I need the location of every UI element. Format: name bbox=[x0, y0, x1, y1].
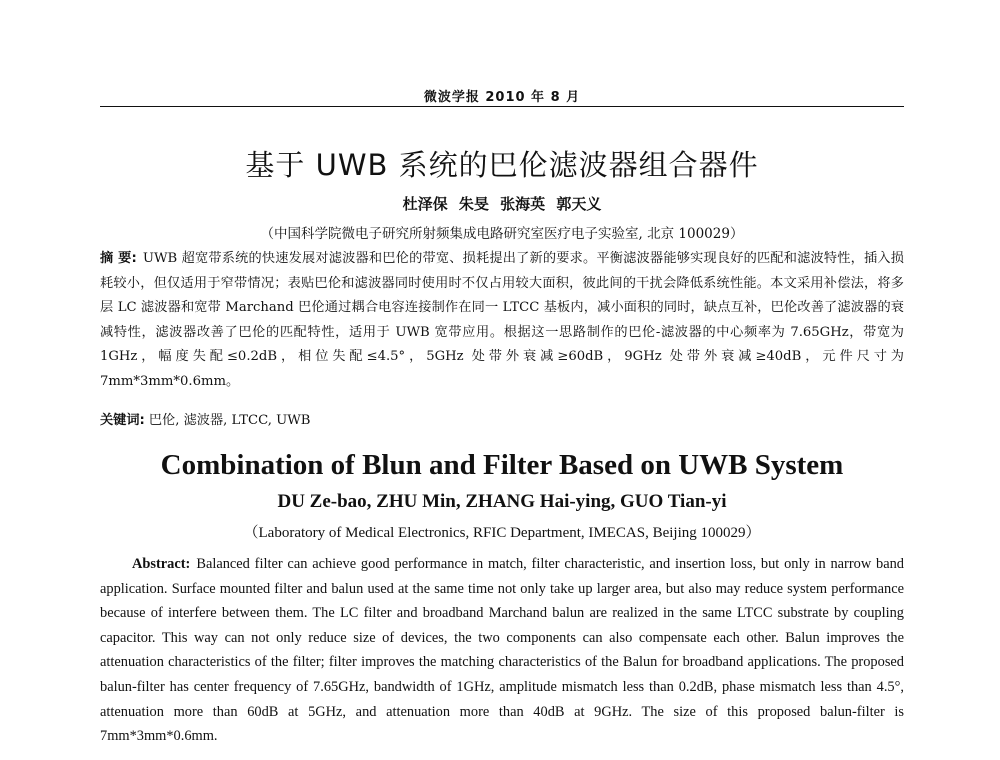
cn-abstract-label: 摘 要: bbox=[100, 251, 137, 266]
header-rule bbox=[100, 106, 904, 107]
en-abstract-label: Abstract: bbox=[132, 556, 191, 572]
en-authors: DU Ze-bao, ZHU Min, ZHANG Hai-ying, GUO Tian-yi bbox=[277, 491, 727, 512]
en-abstract bbox=[100, 552, 904, 749]
cn-abstract-text: UWB 超宽带系统的快速发展对滤波器和巴伦的带宽、损耗提出了新的要求。平衡滤波器能够实现良好的匹配和滤波特性，插入损耗较小，但仅适用于窄带情况；表贴巴伦和滤波器同时使用时不仅占用较大面积，彼此间的干扰会降低系统性能。本文采用补偿法，将多层 LC 滤波器和宽带 Marchand 巴伦通过耦合电容连接制作在同一 LTCC 基板内，减小面积的同时，缺点互补，巴伦改善了滤波器的衰减特性，滤波器改善了巴伦的匹配特性，适用于 UWB 宽带应用。根据这一思路制作的巴伦-滤波器的中心频率为 7.65GHz，带宽为 1GHz，幅度失配≤0.2dB，相位失配≤4.5°，5GHz 处带外衰减≥60dB，9GHz 处带外衰减≥40dB，元件尺寸为 7mm*3mm*0.6mm。 bbox=[100, 251, 904, 389]
en-title: Combination of Blun and Filter Based on UWB System bbox=[160, 449, 844, 481]
en-affiliation: （Laboratory of Medical Electronics, RFIC Department, IMECAS, Beijing 100029） bbox=[243, 525, 761, 541]
journal-header: 微波学报 2010 年 8 月 bbox=[423, 90, 581, 105]
cn-authors: 杜泽保 朱旻 张海英 郭天义 bbox=[402, 195, 602, 213]
cn-keywords-label: 关键词: bbox=[100, 413, 145, 428]
en-abstract-text: Balanced filter can achieve good performance in match, filter characteristic, and insertion loss, but only in narrow band application. Surface mounted filter and balun used at the same time not only take up larger area, but also may reduce system performance because of interfere between them. The LC filter and broadband Marchand balun are realized in the same LTCC substrate by coupling capacitor. This way can not only reduce size of devices, the two components can also compensate each other. Balun improves the attenuation characteristics of the filter; filter improves the matching characteristics of the Balun for broadband applications. The proposed balun-filter has center frequency of 7.65GHz, bandwidth of 1GHz, amplitude mismatch less than 0.2dB, phase mismatch less than 4.5°, attenuation more than 60dB at 5GHz, and attenuation more than 40dB at 9GHz. The size of this proposed balun-filter is 7mm*3mm*0.6mm. bbox=[100, 556, 904, 745]
cn-title: 基于 UWB 系统的巴伦滤波器组合器件 bbox=[245, 148, 759, 182]
cn-abstract bbox=[100, 247, 904, 395]
cn-affiliation: （中国科学院微电子研究所射频集成电路研究室医疗电子实验室, 北京 100029） bbox=[260, 226, 744, 242]
cn-keywords-text: 巴伦, 滤波器, LTCC, UWB bbox=[148, 413, 311, 428]
cn-keywords bbox=[100, 409, 904, 428]
